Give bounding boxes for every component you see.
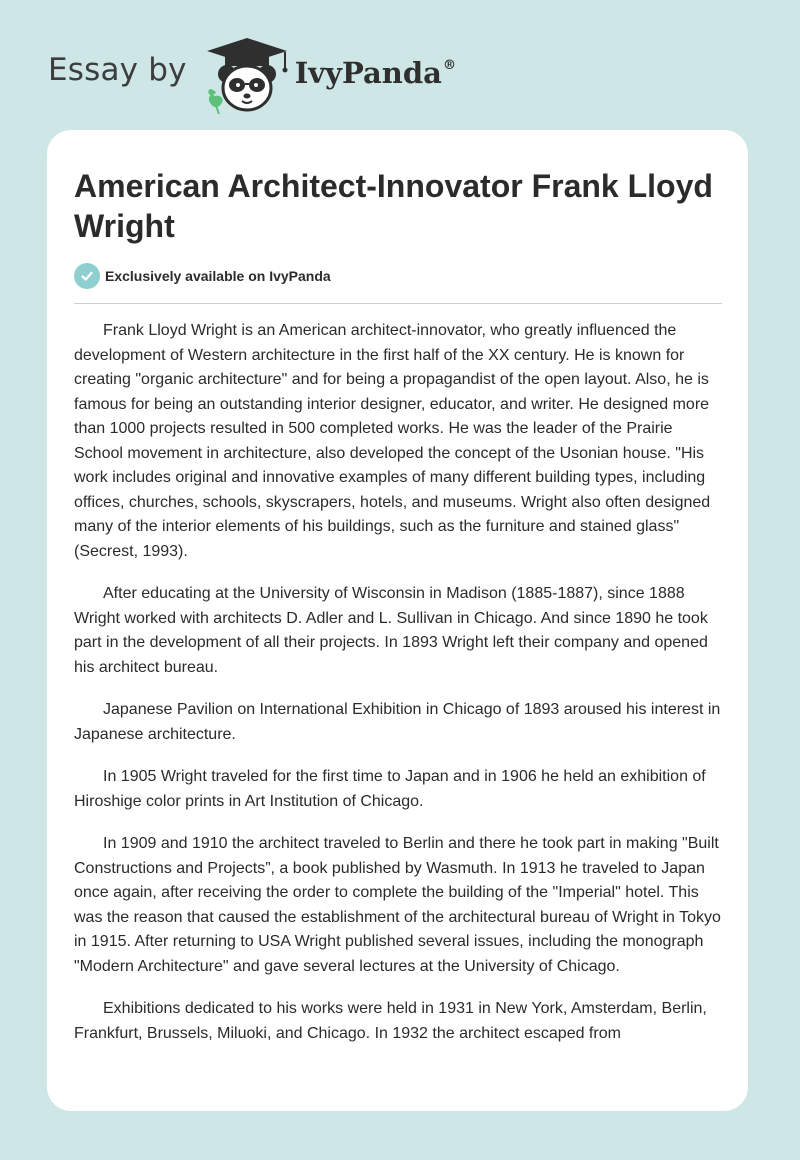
page-title: American Architect-Innovator Frank Lloyd Wright: [74, 168, 713, 244]
divider: [74, 303, 722, 304]
panda-graduate-logo-icon[interactable]: [201, 34, 293, 114]
brand-label: IvyPanda: [294, 56, 442, 90]
paragraph: Frank Lloyd Wright is an American architect-innovator, who greatly influenced the development of Western architecture in the first half of the XX century. He is known for creating "organic architecture" and for being a propagandist of the open layout. Also, he is famous for being an outstanding interior designer, educator, and writer. He designed more than 1000 projects resulted in 500 completed works. He was the leader of the Prairie School movement in architecture, also developed the concept of the Usonian house. "His work includes original and innovative examples of many different building types, including offices, churches, schools, skyscrapers, hotels, and museums. Wright also often designed many of the interior elements of his buildings, such as the furniture and stained glass" (Secrest, 1993).: [74, 322, 711, 560]
exclusive-badge: [74, 263, 331, 289]
exclusive-badge-label: Exclusively available on IvyPanda: [105, 268, 331, 284]
paragraph: After educating at the University of Wisconsin in Madison (1885-1887), since 1888 Wright worked with architects D. Adler and L. Sullivan in Chicago. And since 1890 he took part in the development of all their projects. In 1893 Wright left their company and opened his architect bureau.: [74, 585, 708, 676]
essay-body: [74, 319, 722, 1064]
site-header: [48, 34, 456, 114]
essay-by-label: Essay by: [48, 52, 187, 88]
paragraph: In 1909 and 1910 the architect traveled to Berlin and there he took part in making "Built Constructions and Projects”, a book published by Wasmuth. In 1913 he traveled to Japan once again, after receiving the order to complete the building of the "Imperial" hotel. This was the reason that caused the establishment of the architectural bureau of Wright in Tokyo in 1915. After returning to USA Wright published several issues, including the monograph "Modern Architecture" and gave several lectures at the University of Chicago.: [74, 835, 721, 975]
brand-name: [295, 56, 456, 90]
registered-mark: ®: [442, 58, 456, 73]
check-icon: [74, 263, 100, 289]
paragraph: Exhibitions dedicated to his works were held in 1931 in New York, Amsterdam, Berlin, Frankfurt, Brussels, Miluoki, and Chicago. In 1932 the architect escaped from: [74, 1000, 707, 1042]
paragraph: Japanese Pavilion on International Exhibition in Chicago of 1893 aroused his interest in Japanese architecture.: [74, 701, 721, 743]
paragraph: In 1905 Wright traveled for the first time to Japan and in 1906 he held an exhibition of Hiroshige color prints in Art Institution of Chicago.: [74, 768, 706, 810]
essay-card: [47, 130, 748, 1111]
